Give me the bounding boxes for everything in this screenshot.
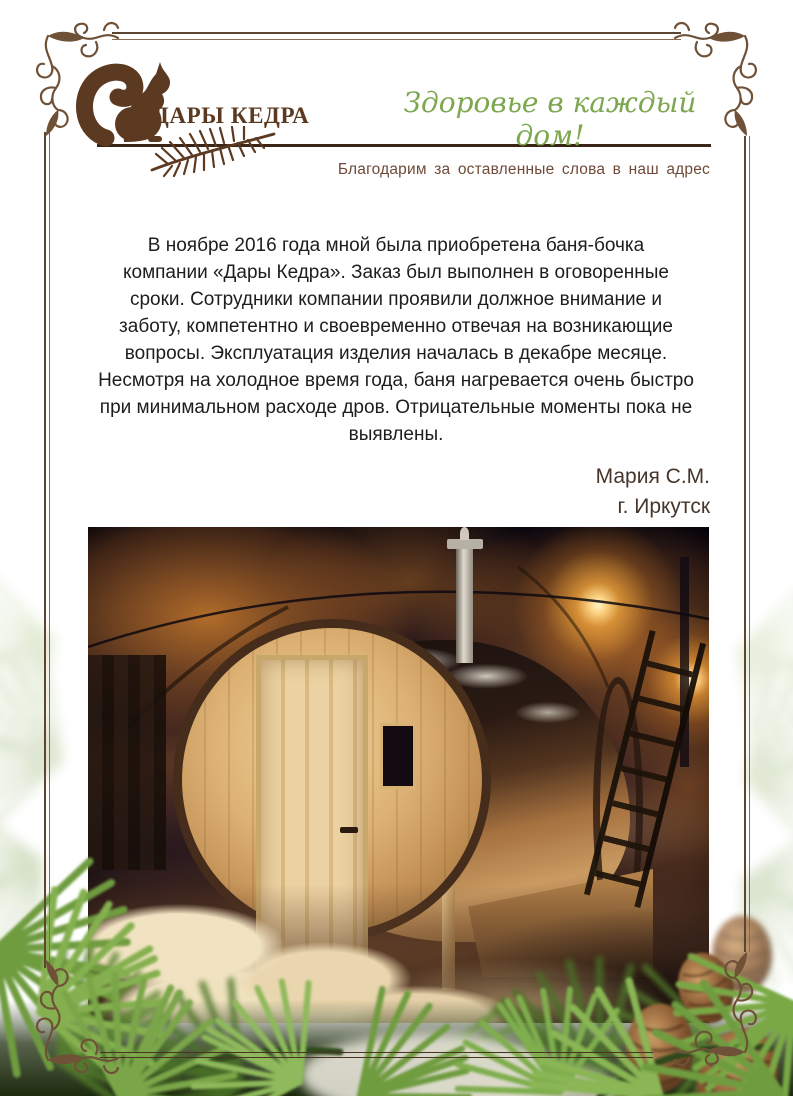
testimonial-line: выявлены. xyxy=(348,424,444,445)
testimonial-line: сроки. Сотрудники компании проявили должное внимание и xyxy=(129,289,663,310)
photo-chimney xyxy=(456,549,473,663)
photo-door-window xyxy=(380,723,416,789)
brand-tagline: Здоровье в каждый дом! xyxy=(403,86,697,152)
frame-left-line xyxy=(44,132,50,968)
corner-ornament-bottom-left xyxy=(8,956,120,1088)
testimonial-text xyxy=(76,232,716,448)
frame-right-line xyxy=(744,136,750,952)
signature-city: г. Иркутск xyxy=(617,495,710,518)
signature-name: Мария С.М. xyxy=(595,465,710,488)
photo-chimney-finial xyxy=(460,527,469,540)
frame-bottom-line xyxy=(100,1052,653,1058)
testimonial-line: вопросы. Эксплуатация изделия началась в декабре месяце. xyxy=(124,343,668,364)
signature-block xyxy=(596,462,710,522)
photo-door-handle xyxy=(340,827,358,833)
brand-name: ДАРЫ КЕДРА xyxy=(153,103,310,128)
testimonial-line: Несмотря на холодное время года, баня нагревается очень быстро xyxy=(98,370,694,391)
testimonial-line: компании «Дары Кедра». Заказ был выполнен в оговоренные xyxy=(122,262,669,283)
thanks-line: Благодарим за оставленные слова в наш адрес xyxy=(337,161,710,178)
photo-barrel-door xyxy=(256,655,368,975)
photo-chimney-cap xyxy=(447,539,483,549)
testimonial-line: В ноябре 2016 года мной была приобретена баня-бочка xyxy=(147,235,645,256)
corner-ornament-bottom-right xyxy=(673,948,785,1080)
frame-top-line xyxy=(112,32,681,40)
photo-fence xyxy=(88,655,166,870)
testimonial-line: при минимальном расходе дров. Отрицательные моменты пока не xyxy=(99,397,693,418)
sauna-photo xyxy=(88,527,709,1023)
testimonial-line: заботу, компетентно и своевременно отвечая на возникающие xyxy=(119,316,673,337)
